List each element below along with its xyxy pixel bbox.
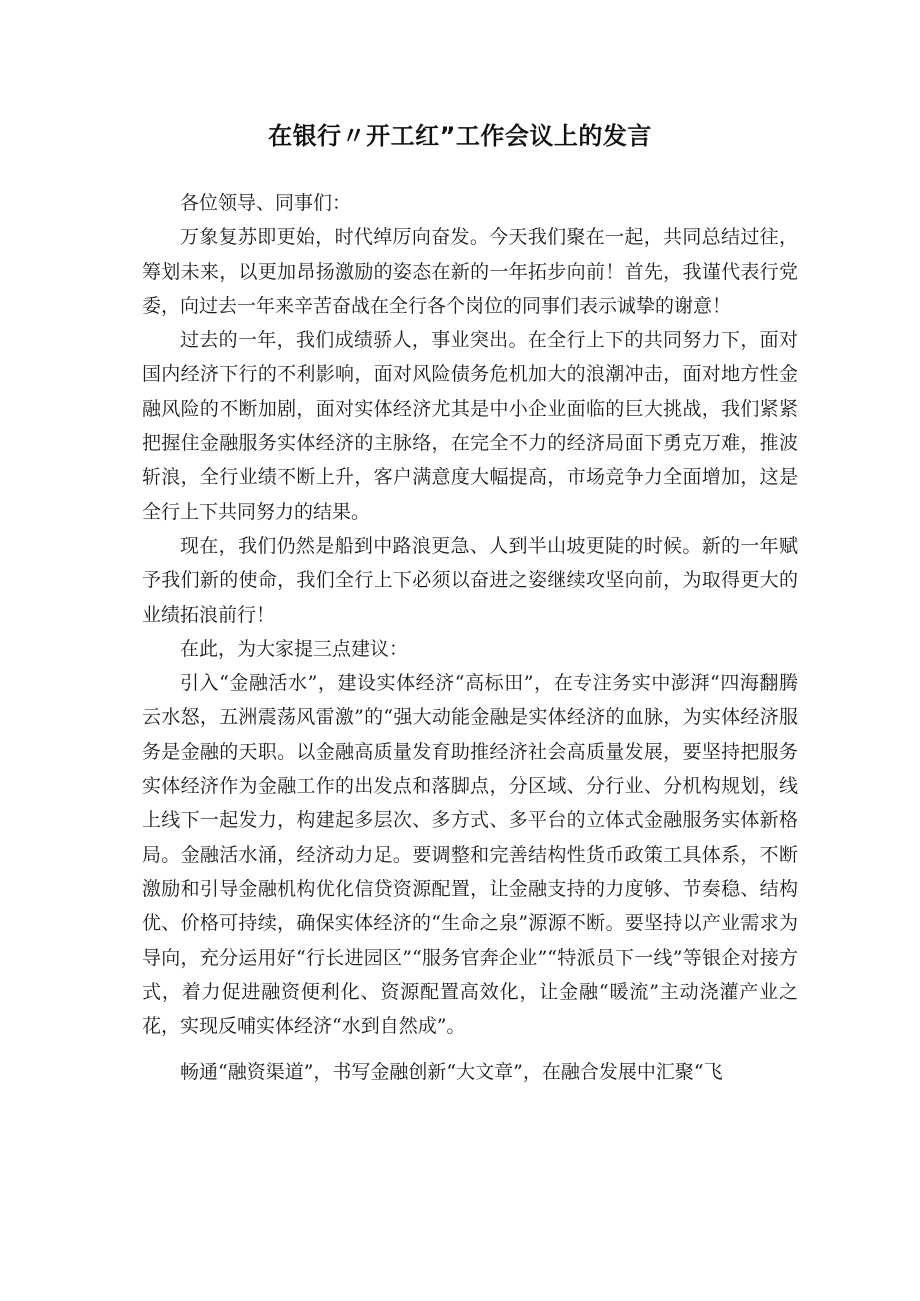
opening-paragraph: 万象复苏即更始，时代绰厉向奋发。今天我们聚在一起，共同总结过往，筹划未来，以更加昂扬激励的姿态在新的一年拓步向前！首先，我谨代表行党委，向过去一年来辛苦奋战在全行各个岗位的同事们表示诚挚的谢意！ [142,226,798,317]
suggestions-intro-paragraph: 在此，为大家提三点建议： [180,637,409,660]
document-body [142,186,798,1090]
current-situation-paragraph: 现在，我们仍然是船到中路浪更急、人到半山坡更陡的时候。新的一年赋予我们新的使命，我们全行上下必须以奋进之姿继续攻坚向前，为取得更大的业绩拓浪前行！ [142,534,798,626]
document-title: 在银行〃开工红”工作会议上的发言 [268,122,652,150]
suggestion-one-paragraph: 引入“金融活水”，建设实体经济“高标田”，在专注务实中澎湃“四海翻腾云水怒，五洲震荡风雷激”的“强大动能金融是实体经济的血脉，为实体经济服务是金融的天职。以金融高质量发育助推经济社会高质量发展，要坚持把服务实体经济作为金融工作的出发点和落脚点，分区域、分行业、分机构规划，线上线下一起发力，构建起多层次、多方式、多平台的立体式金融服务实体新格局。金融活水涌，经济动力足。要调整和完善结构性货币政策工具体系，不断激励和引导金融机构优化信贷资源配置，让金融支持的力度够、节奏稳、结构优、价格可持续，确保实体经济的“生命之泉”源源不断。要坚持以产业需求为导向，充分运用好“行长进园区”“服务官奔企业”“特派员下一线”等银企对接方式，着力促进融资便利化、资源配置高效化，让金融“暖流”主动浇灌产业之花，实现反哺实体经济“水到自然成”。 [142,672,798,1038]
review-paragraph: 过去的一年，我们成绩骄人，事业突出。在全行上下的共同努力下，面对国内经济下行的不利影响，面对风险债务危机加大的浪潮冲击，面对地方性金融风险的不断加剧，面对实体经济尤其是中小企业面临的巨大挑战，我们紧紧把握住金融服务实体经济的主脉络，在完全不力的经济局面下勇克万难，推波斩浪，全行业绩不断上升，客户满意度大幅提高，市场竞争力全面增加，这是全行上下共同努力的结果。 [142,329,798,523]
salutation-paragraph: 各位领导、同事们： [180,192,352,214]
suggestion-two-paragraph: 畅通“融资渠道”，书写金融创新“大文章”，在融合发展中汇聚“飞 [180,1061,723,1084]
